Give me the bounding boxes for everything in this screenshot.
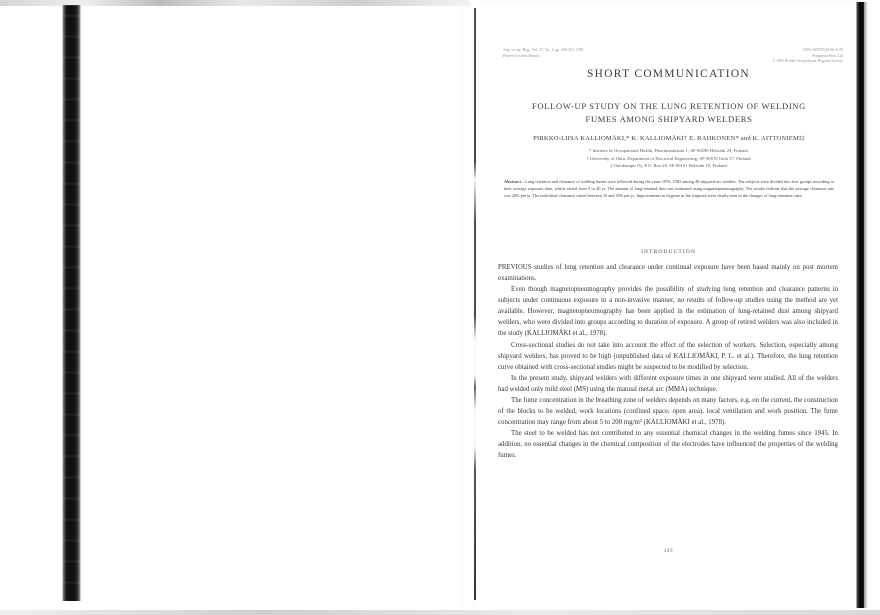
paragraph-2: Even though magnetopneumography provides the possibility of studying lung retention and clearance patterns in subjects under continuous exposure in a non-invasive manner, no results of follow-up studies using the method are yet available. However, magnetopneumography has been applied in the estimation of lung-retained dust among shipyard welders, who were divided into groups according to duration of exposure. A group of retired welders was also included in the study (KALLIOMÄKI et al., 1978). [498,286,838,338]
page-content [476,4,861,610]
affiliation-1: * Institute of Occupational Health, Haartmaninkatu 1, SF-00290 Helsinki 29, Finland. [588,148,749,153]
masthead-left [503,48,585,59]
introduction-body [498,262,838,461]
paragraph-4: In the present study, shipyard welders with different exposure times in one shipyard were studied. All of the welders had welded only mild steel (MS) using the manual metal arc (MMA) technique. [498,374,838,393]
affiliation-list [504,147,834,170]
affiliation-3: ‡ Outokumpu Oy, P.O. Box 28, SF-00101 Helsinki 10, Finland. [610,163,728,169]
scan-bottom-smudge [0,610,880,615]
author-list: PIRKKO-LIISA KALLIOMÄKI,* K. KALLIOMÄKI† E. RAHKONEN* and K. AITTONIEMI‡ [533,135,805,142]
page-inner-edge-line [474,8,476,600]
masthead-printed-line: Printed in Great Britain. [503,53,541,58]
page-folio-number: 449 [664,549,673,554]
page-outer-edge-highlight [864,2,868,608]
scan-top-smudge [0,0,470,6]
masthead-copyright-line: © 1983 British Occupational Hygiene Society [772,59,843,64]
abstract-text: —Lung retention and clearance of welding fumes were followed during the years 1976–1982 among 48 shipyard arc welders. The subjects were divided into four groups according to their average exposure time, which varied from 3 to 40 yr. The amount of lung-retained dust was estimated using magnetopneumography. The results indicate that the average clearance rate was 20% per yr. The individual clearance varied between 10 and 30% per yr. Improvements in hygiene in the shipyard were clearly seen in the changes of lung retention rates. [504,179,834,198]
abstract-label: Abstract [504,179,522,184]
article-kicker: SHORT COMMUNICATION [586,68,751,80]
masthead-issn-line: 0003-4878/83 $3.00+0.00 [803,48,843,52]
abstract-block [504,178,834,199]
masthead-citation-line: Ann. occup. Hyg., Vol. 27, No. 4, pp. 449-452, 1983. [503,48,585,52]
article-title-line-1: FOLLOW-UP STUDY ON THE LUNG RETENTION OF WELDING [532,101,806,111]
affiliation-2: † University of Oulu, Department of Electrical Engineering, SF-90570 Oulu 57, Finland. [586,155,752,161]
masthead-publisher-line: Pergamon Press Ltd [812,53,843,58]
paragraph-6: The steel to be welded has not contributed to any essential chemical changes in the welding fumes since 1945. In addition, no essential changes in the chemical composition of the electrodes have influenced the properties of the welding fumes. [498,430,838,460]
paragraph-1: PREVIOUS studies of lung retention and clearance under continual exposure have been based mainly on post mortem examinations. [498,264,838,283]
paragraph-5: The fume concentration in the breathing zone of welders depends on many factors, e.g. on the current, the construction of the blocks to be welded, work locations (confined space, open area), local ventilation and work position. The fume concentration may range from about 5 to 200 mg/m³ (KALLIOMÄKI et al., 1978). [498,396,838,427]
paragraph-3: Cross-sectional studies do not take into account the effect of the selection of workers. Selection, especially among shipyard welders, has proved to be high (unpublished data of KALLIOMÄKI, P. L. et al.). Therefore, the lung retention curve obtained with cross-sectional studies might be suspected to be modified by selection. [498,341,838,371]
article-title [512,100,826,126]
article-title-line-2: FUMES AMONG SHIPYARD WELDERS [585,114,753,125]
section-heading-introduction: INTRODUCTION [641,249,696,255]
journal-masthead [503,48,843,65]
recto-printed-page [476,4,861,610]
masthead-right [772,48,843,65]
book-gutter-shadow [62,5,81,601]
